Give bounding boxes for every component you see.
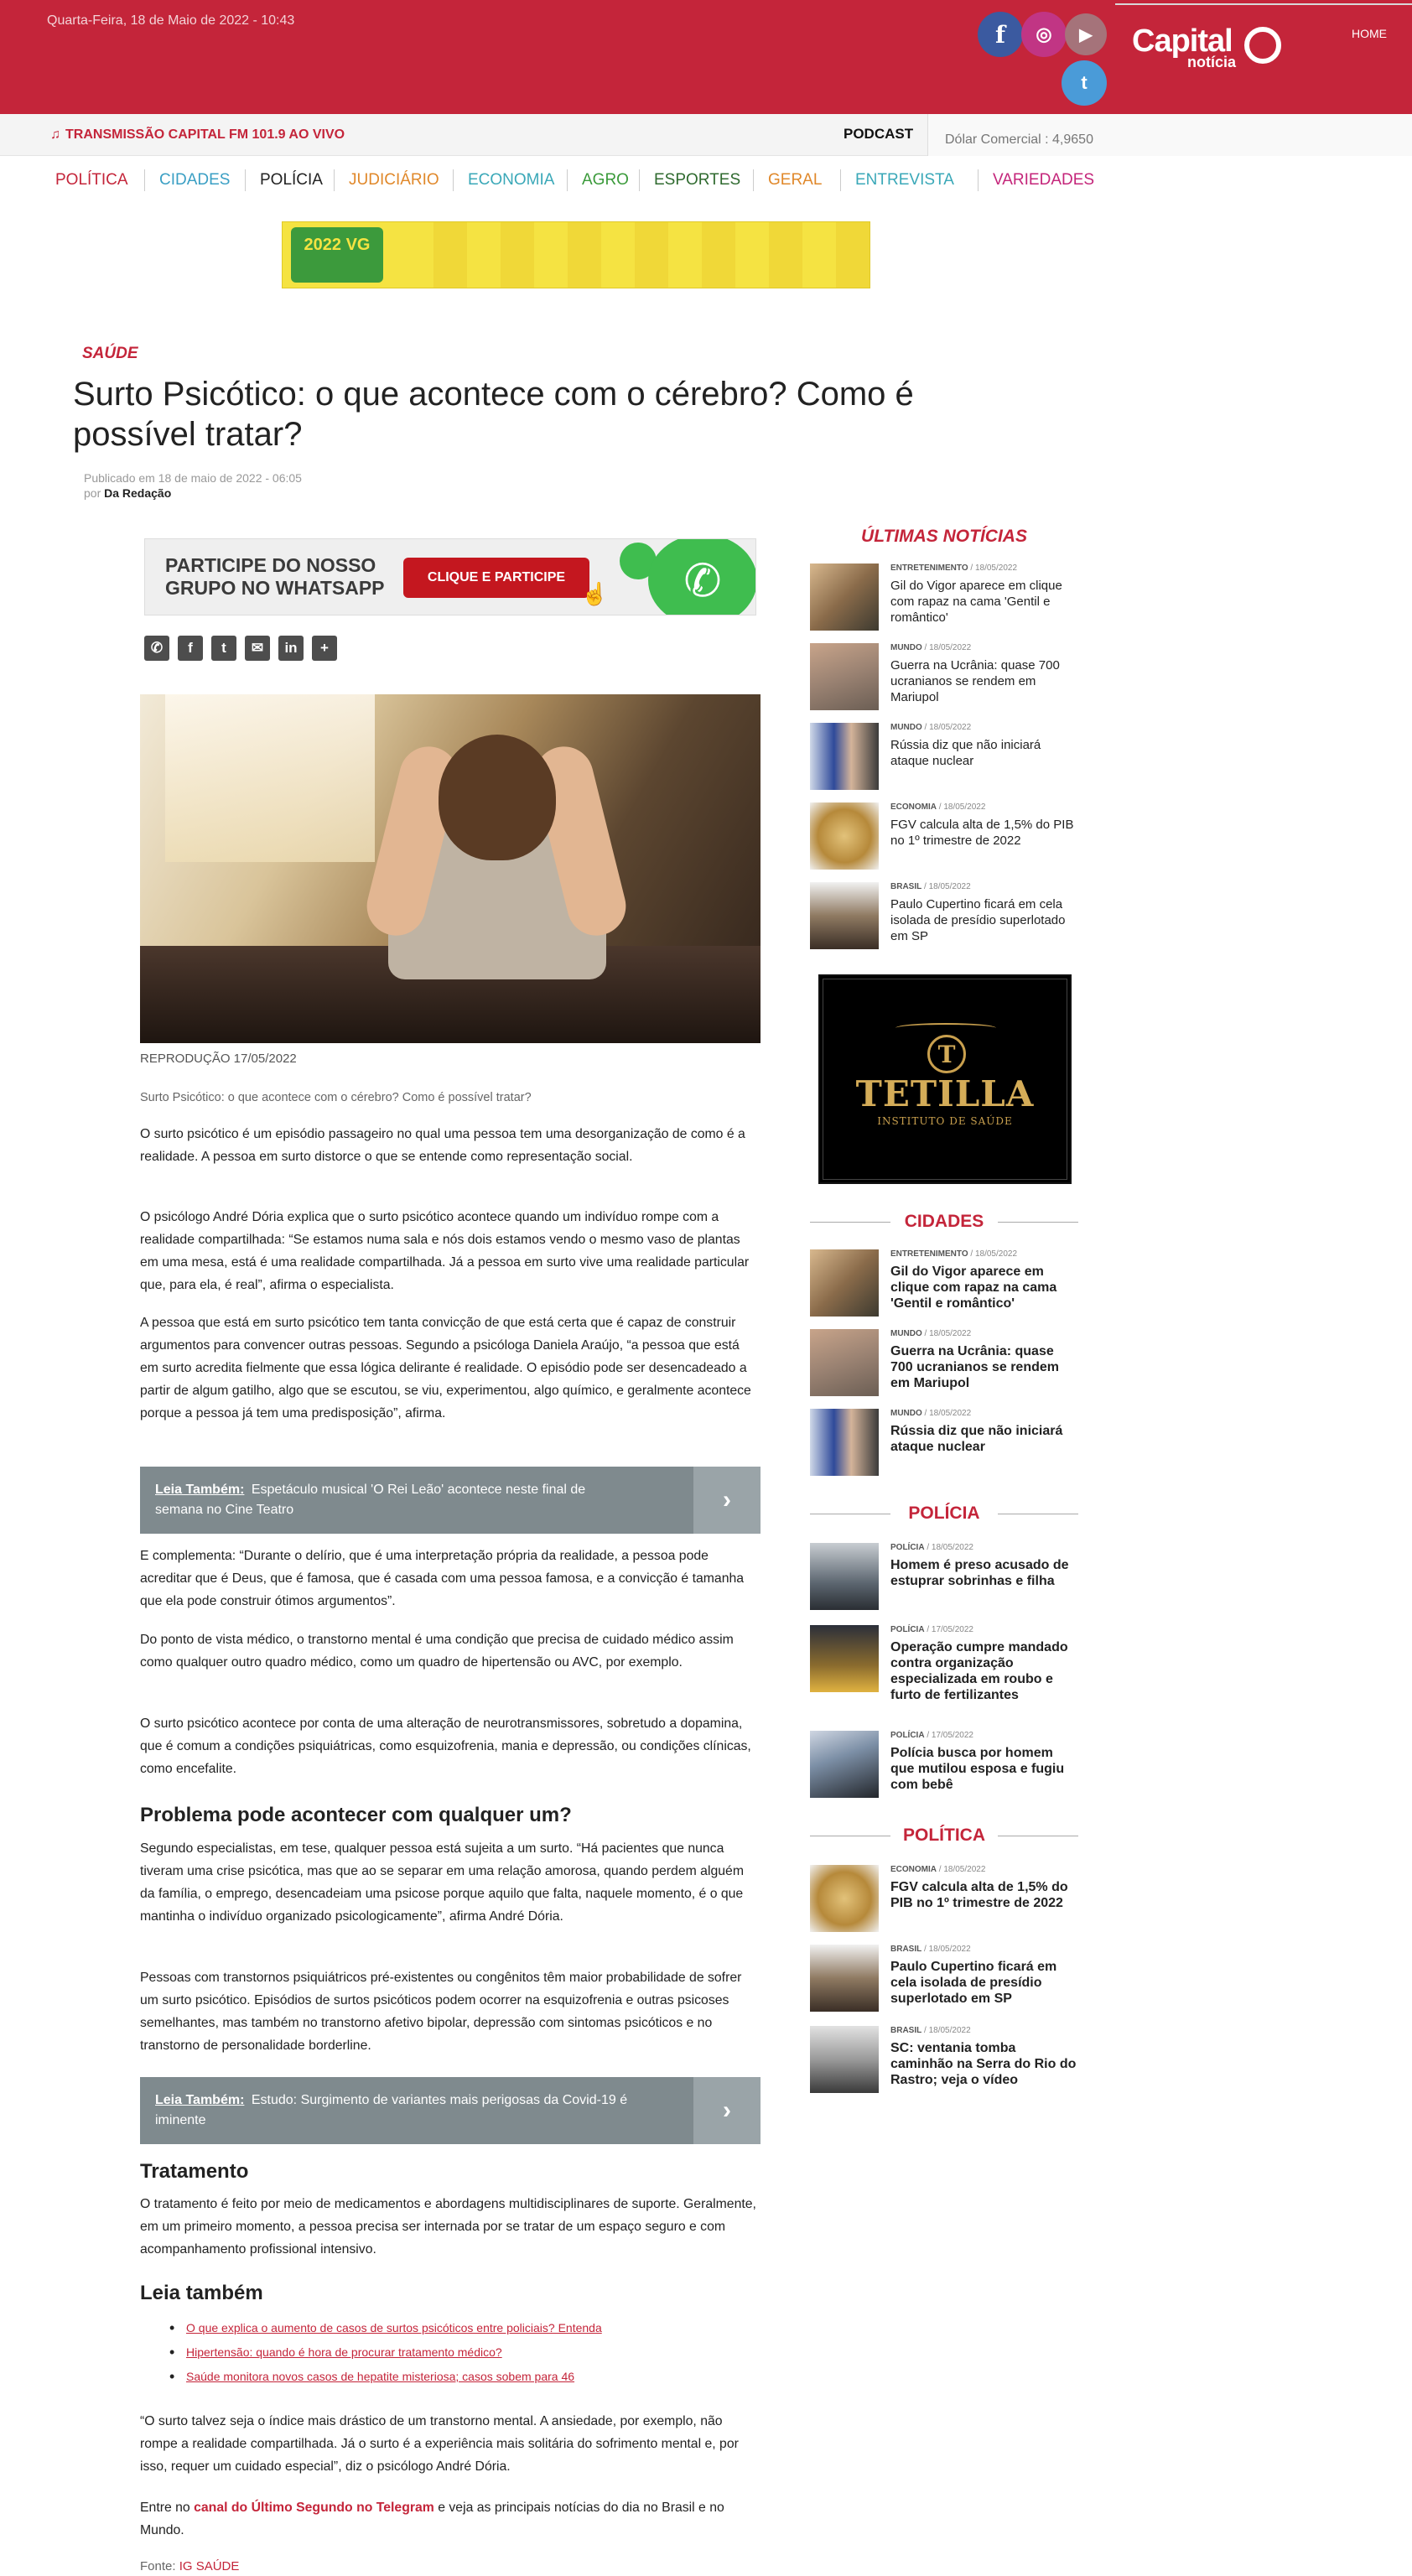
whatsapp-text-line-2: GRUPO NO WHATSAPP	[165, 577, 385, 599]
news-thumbnail	[810, 1731, 879, 1798]
home-link[interactable]: HOME	[1352, 27, 1387, 40]
read-also-label-1: Leia Também:	[155, 1483, 245, 1497]
news-headline: Gil do Vigor aparece em clique com rapaz na cama 'Gentil e romântico'	[890, 579, 1062, 625]
article-photo	[140, 694, 761, 1043]
category-nav	[0, 156, 1412, 205]
share-whatsapp-icon[interactable]: ✆	[144, 636, 169, 661]
published-date: Publicado em 18 de maio de 2022 - 06:05	[84, 471, 302, 485]
nav-judiciario[interactable]: JUDICIÁRIO	[334, 169, 454, 191]
twitter-icon[interactable]: t	[1062, 60, 1107, 106]
tetilla-subtitle: INSTITUTO DE SAÚDE	[877, 1115, 1013, 1127]
radio-live-link[interactable]	[50, 127, 345, 143]
news-headline: Paulo Cupertino ficará em cela isolada de presídio superlotado em SP	[890, 1960, 1057, 2006]
article-title: Surto Psicótico: o que acontece com o cérebro? Como é possível tratar?	[73, 376, 914, 453]
article-paragraph-1: O surto psicótico é um episódio passageiro no qual uma pessoa tem uma desorganização de como é a realidade. A pessoa em surto distorce o que se entende como representação social.	[140, 1127, 745, 1164]
whatsapp-text-line-1: PARTICIPE DO NOSSO	[165, 554, 376, 576]
read-also-box-1[interactable]	[140, 1467, 761, 1534]
nav-politica[interactable]: POLÍTICA	[55, 171, 128, 189]
news-thumbnail	[810, 1249, 879, 1317]
news-meta: ECONOMIA / 18/05/2022	[890, 802, 986, 812]
news-thumbnail	[810, 1329, 879, 1396]
read-also-list-item[interactable]	[186, 2370, 602, 2383]
news-headline: SC: ventania tomba caminhão na Serra do Rio do Rastro; veja o vídeo	[890, 2041, 1077, 2087]
read-also-link-1[interactable]: O que explica o aumento de casos de surtos psicóticos entre policiais? Entenda	[186, 2321, 602, 2334]
read-also-link-2[interactable]: Hipertensão: quando é hora de procurar tratamento médico?	[186, 2345, 502, 2359]
read-also-label-2: Leia Também:	[155, 2093, 245, 2107]
nav-policia[interactable]: POLÍCIA	[245, 169, 338, 191]
news-meta: BRASIL / 18/05/2022	[890, 1945, 971, 1954]
sub-header	[0, 114, 1412, 156]
subheading-leia-tambem: Leia também	[140, 2282, 263, 2304]
news-thumbnail	[810, 643, 879, 710]
news-thumbnail	[810, 802, 879, 870]
news-thumbnail	[810, 2026, 879, 2093]
news-meta: BRASIL / 18/05/2022	[890, 2026, 971, 2035]
photo-caption: REPRODUÇÃO 17/05/2022	[140, 1052, 297, 1066]
news-thumbnail	[810, 1945, 879, 2012]
chevron-right-icon: ›	[693, 2077, 761, 2144]
source-label: Fonte:	[140, 2559, 176, 2573]
article-paragraph-9: O tratamento é feito por meio de medicamentos e abordagens multidisciplinares de suporte. Geralmente, em um primeiro momento, a pessoa precisa ser internada por se tratar de um espaço seguro e com acompanhamento profissional intensivo.	[140, 2197, 756, 2257]
politica-section-title: POLÍTICA	[810, 1826, 1078, 1846]
facebook-icon[interactable]: f	[978, 12, 1023, 57]
share-twitter-icon[interactable]: t	[211, 636, 236, 661]
article-paragraph-2: O psicólogo André Dória explica que o surto psicótico acontece quando um indivíduo rompe com a realidade compartilhada: “Se estamos numa sala e nós dois estamos vendo o mesmo vaso de plantas em uma mesa, está é uma realidade compartilhada. Já a pessoa em surto vive uma realidade particular que, para ela, é real”, afirma o especialista.	[140, 1210, 750, 1292]
news-thumbnail	[810, 564, 879, 631]
news-meta: MUNDO / 18/05/2022	[890, 723, 972, 732]
site-logo[interactable]	[1132, 23, 1237, 70]
telegram-cta	[140, 2496, 761, 2542]
subheading-problema: Problema pode acontecer com qualquer um?	[140, 1804, 572, 1826]
article-paragraph-8: Pessoas com transtornos psiquiátricos pré-existentes ou congênitos têm maior probabilidade de sofrer um surto psicótico. Episódios de surtos psicóticos podem ocorrer na esquizofrenia e outras psicoses semelhantes, mas também no transtorno afetivo bipolar, depressão com sintomas psicóticos e no transtorno de personalidade borderline.	[140, 1971, 742, 2053]
news-headline: Rússia diz que não iniciará ataque nuclear	[890, 1424, 1063, 1454]
read-also-list-item[interactable]	[186, 2345, 602, 2359]
dollar-rate	[927, 114, 1412, 156]
news-headline: FGV calcula alta de 1,5% do PIB no 1º trimestre de 2022	[890, 818, 1074, 848]
latest-news-title: ÚLTIMAS NOTÍCIAS	[861, 527, 1027, 546]
news-meta: POLÍCIA / 18/05/2022	[890, 1543, 973, 1552]
news-headline: Paulo Cupertino ficará em cela isolada de presídio superlotado em SP	[890, 897, 1066, 943]
read-also-list-item[interactable]	[186, 2321, 602, 2334]
news-thumbnail	[810, 1543, 879, 1610]
news-meta: POLÍCIA / 17/05/2022	[890, 1731, 973, 1740]
read-also-headline-2: Estudo: Surgimento de variantes mais perigosas da Covid-19 é iminente	[155, 2093, 628, 2127]
news-thumbnail	[810, 723, 879, 790]
headphones-icon: ♫	[50, 127, 60, 142]
article-paragraph-4: E complementa: “Durante o delírio, que é uma interpretação própria da realidade, a pessoa pode acreditar que é Deus, que é famosa, que é casada com uma pessoa famosa, e a convicção é tamanha que ela pode construir ótimos argumentos”.	[140, 1549, 745, 1608]
news-headline: Operação cumpre mandado contra organização especializada em roubo e furto de fertilizantes	[890, 1640, 1068, 1702]
article-category[interactable]: SAÚDE	[82, 345, 138, 362]
share-buttons	[144, 636, 337, 661]
banner-logo: 2022 VG	[291, 227, 383, 283]
source	[140, 2559, 239, 2573]
source-link[interactable]: IG SAÚDE	[179, 2559, 240, 2573]
whatsapp-logo-icon: ✆	[648, 538, 756, 615]
author-name: Da Redação	[104, 486, 172, 500]
instagram-icon[interactable]: ◎	[1021, 12, 1067, 57]
share-more-plus-icon[interactable]: +	[312, 636, 337, 661]
logo-subtext: notícia	[1187, 54, 1237, 70]
read-also-text-1	[155, 1480, 633, 1520]
banner-background	[400, 222, 870, 288]
whatsapp-banner-text	[165, 554, 385, 600]
current-date: Quarta-Feira, 18 de Maio de 2022 - 10:43	[47, 13, 295, 28]
read-also-link-3[interactable]: Saúde monitora novos casos de hepatite misteriosa; casos sobem para 46	[186, 2370, 575, 2383]
news-headline: FGV calcula alta de 1,5% do PIB no 1º trimestre de 2022	[890, 1880, 1068, 1910]
news-meta: ENTRETENIMENTO / 18/05/2022	[890, 564, 1018, 573]
article-paragraph-5: Do ponto de vista médico, o transtorno mental é uma condição que precisa de cuidado médico assim como qualquer outro quadro médico, como um quadro de hipertensão ou AVC, por exemplo.	[140, 1633, 734, 1670]
news-meta: MUNDO / 18/05/2022	[890, 643, 972, 652]
youtube-icon[interactable]: ▶	[1065, 13, 1107, 55]
read-also-box-2[interactable]	[140, 2077, 761, 2144]
news-meta: ENTRETENIMENTO / 18/05/2022	[890, 1249, 1018, 1259]
policia-section-title: POLÍCIA	[810, 1504, 1078, 1524]
news-thumbnail	[810, 1865, 879, 1932]
photo-person-head	[439, 735, 556, 860]
nav-variedades[interactable]: VARIEDADES	[978, 169, 1109, 191]
hand-cursor-icon: ☝	[581, 581, 609, 606]
share-facebook-icon[interactable]: f	[178, 636, 203, 661]
article-intro: Surto Psicótico: o que acontece com o cérebro? Como é possível tratar?	[140, 1091, 532, 1104]
tetilla-name: TETILLA	[855, 1073, 1035, 1114]
subheading-tratamento: Tratamento	[140, 2160, 249, 2183]
article-paragraph-6: O surto psicótico acontece por conta de uma alteração de neurotransmissores, sobretudo a dopamina, que é comum a condições psiquiátricas, como esquizofrenia, mania e depressão, ou condições clínicas, como encefalite.	[140, 1716, 751, 1776]
news-headline: Homem é preso acusado de estuprar sobrinhas e filha	[890, 1558, 1069, 1588]
news-thumbnail	[810, 1409, 879, 1476]
news-headline: Polícia busca por homem que mutilou esposa e fugiu com bebê	[890, 1746, 1065, 1792]
logo-circle-icon	[1244, 27, 1281, 64]
news-headline: Guerra na Ucrânia: quase 700 ucranianos se rendem em Mariupol	[890, 1344, 1059, 1390]
photo-window	[165, 694, 375, 862]
site-header	[0, 0, 1412, 114]
read-also-list	[186, 2321, 602, 2394]
top-ad-banner[interactable]	[282, 221, 870, 288]
share-messenger-icon[interactable]: ✉	[245, 636, 270, 661]
article-paragraph-7: Segundo especialistas, em tese, qualquer pessoa está sujeita a um surto. “Há pacientes que nunca tiveram uma crise psicótica, mas que ao se separar em uma relação amorosa, quando perdem alguém da família, o emprego, desencadeiam uma psicose porque aquilo que falta, naquele momento, é o que mantinha o indivíduo organizado psicologicamente”, afirma André Dória.	[140, 1841, 744, 1924]
read-also-headline-1: Espetáculo musical 'O Rei Leão' acontece neste final de semana no Cine Teatro	[155, 1483, 586, 1517]
news-thumbnail	[810, 882, 879, 949]
telegram-post: e veja as principais notícias do dia no Brasil e no Mundo.	[140, 2501, 724, 2537]
news-meta: BRASIL / 18/05/2022	[890, 882, 971, 891]
read-also-text-2	[155, 2090, 633, 2131]
nav-geral[interactable]: GERAL	[753, 169, 837, 191]
dollar-rate-text: Dólar Comercial : 4,9650	[945, 132, 1093, 147]
ornament-icon	[895, 1023, 996, 1033]
whatsapp-group-banner[interactable]	[144, 538, 756, 615]
news-thumbnail	[810, 1625, 879, 1692]
header-divider	[1115, 3, 1412, 5]
nav-entrevista[interactable]: ENTREVISTA	[840, 169, 969, 191]
news-headline: Guerra na Ucrânia: quase 700 ucranianos se rendem em Mariupol	[890, 658, 1060, 704]
news-meta: ECONOMIA / 18/05/2022	[890, 1865, 986, 1874]
nav-esportes[interactable]: ESPORTES	[639, 169, 755, 191]
radio-live-label: TRANSMISSÃO CAPITAL FM 101.9 AO VIVO	[65, 127, 345, 142]
podcast-link[interactable]: PODCAST	[844, 126, 914, 142]
news-headline: Rússia diz que não iniciará ataque nuclear	[890, 738, 1041, 768]
news-meta: POLÍCIA / 17/05/2022	[890, 1625, 973, 1634]
share-linkedin-icon[interactable]: in	[278, 636, 304, 661]
news-headline: Gil do Vigor aparece em clique com rapaz na cama 'Gentil e romântico'	[890, 1265, 1057, 1311]
social-links	[978, 12, 1093, 104]
tetilla-ad-banner[interactable]	[818, 974, 1072, 1184]
news-meta: MUNDO / 18/05/2022	[890, 1329, 972, 1338]
article-paragraph-10: “O surto talvez seja o índice mais drástico de um transtorno mental. A ansiedade, por exemplo, não rompe a realidade compartilhada. Já o surto é a experiência mais solitária do sofrimento mental e, por isso, requer um cuidado especial”, diz o psicólogo André Dória.	[140, 2414, 739, 2474]
logo-text: Capital	[1132, 23, 1233, 59]
chevron-right-icon: ›	[693, 1467, 761, 1534]
nav-cidades[interactable]: CIDADES	[144, 169, 245, 191]
whatsapp-join-button[interactable]: CLIQUE E PARTICIPE	[403, 558, 589, 598]
nav-economia[interactable]: ECONOMIA	[453, 169, 569, 191]
article-paragraph-3: A pessoa que está em surto psicótico tem tanta convicção de que está certa que é capaz de construir argumentos para convencer outras pessoas. Segundo a psicóloga Daniela Araújo, “a pessoa que está em surto acredita fielmente que essa lógica delirante é realidade. O episódio pode ser desencadeado a partir de algum gatilho, algo que se escutou, se viu, experimentou, algo químico, e geralmente acontece porque a pessoa já tem uma predisposição”, afirma.	[140, 1316, 751, 1420]
byline-prefix: por	[84, 486, 101, 500]
tetilla-monogram: T	[927, 1035, 966, 1073]
cidades-section-title: CIDADES	[810, 1212, 1078, 1232]
telegram-pre: Entre no	[140, 2501, 190, 2515]
byline	[84, 486, 171, 500]
nav-agro[interactable]: AGRO	[567, 169, 644, 191]
news-meta: MUNDO / 18/05/2022	[890, 1409, 972, 1418]
telegram-link[interactable]: canal do Último Segundo no Telegram	[194, 2501, 434, 2515]
